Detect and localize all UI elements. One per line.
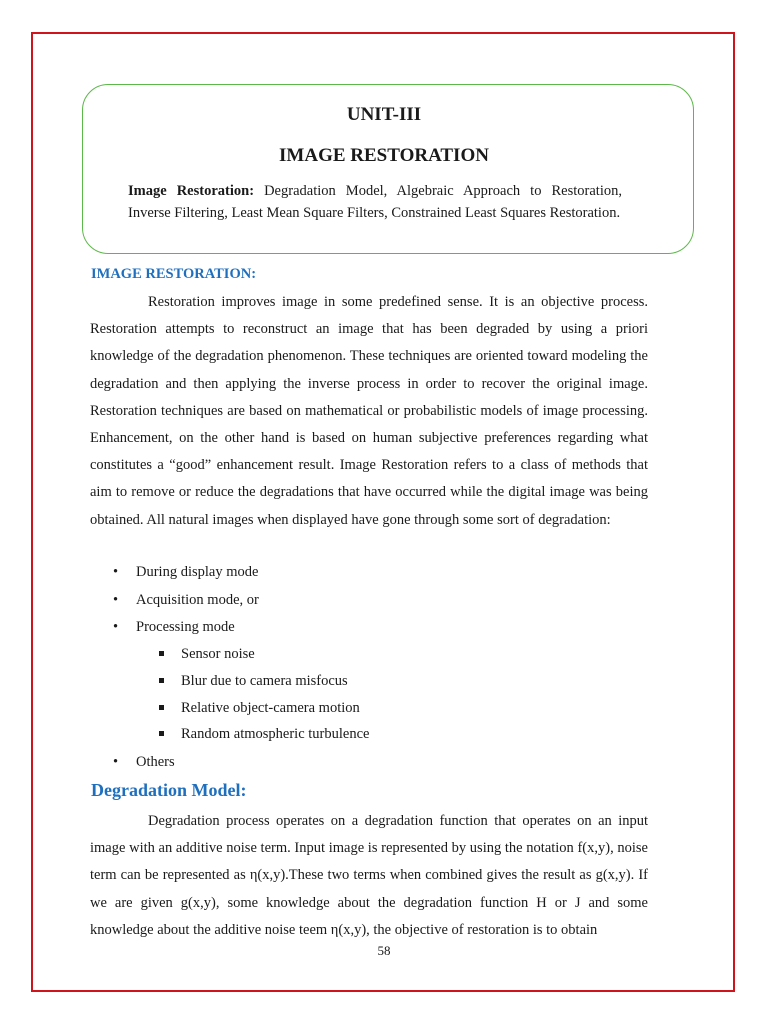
bullet-icon: •	[113, 564, 119, 580]
square-bullet-icon	[159, 678, 164, 683]
unit-syllabus	[128, 180, 622, 224]
list-item	[113, 561, 613, 589]
bullet-icon: •	[113, 754, 119, 770]
syllabus-text: Degradation Model, Algebraic Approach to Restoration, Inverse Filtering, Least Mean Square Filters, Constrained Least Squares Restoration.	[128, 183, 622, 221]
list-item	[113, 589, 613, 617]
square-bullet-icon	[159, 705, 164, 710]
section-heading-degradation-model: Degradation Model:	[91, 780, 247, 800]
degradation-sources-list	[113, 561, 613, 644]
sub-list-item	[159, 670, 619, 697]
unit-subtitle: IMAGE RESTORATION	[279, 145, 489, 166]
syllabus-label: Image Restoration:	[128, 183, 255, 199]
sub-list-item	[159, 697, 619, 724]
list-item	[113, 616, 613, 644]
page-number: 58	[377, 943, 391, 958]
degradation-model-paragraph: Degradation process operates on a degradation function that operates on an input image with an additive noise term. Input image is represented by using the notation f(x,y), noise term can be represented as η(x,y).These two terms when combined gives the result as g(x,y). If we are given g(x,y), some knowledge about the degradation function H or J and some knowledge about the additive noise teem η(x,y), the objective of restoration is to obtain	[90, 813, 648, 938]
sub-list-item-label: Blur due to camera misfocus	[181, 672, 348, 689]
bullet-icon: •	[113, 619, 119, 635]
list-item-label: During display mode	[136, 564, 259, 580]
sub-list-item-label: Relative object-camera motion	[181, 699, 360, 716]
list-item-label: Acquisition mode, or	[136, 591, 259, 608]
sub-list-item-label: Random atmospheric turbulence	[181, 726, 370, 743]
bullet-icon: •	[113, 591, 119, 608]
unit-title: UNIT-III	[346, 104, 422, 125]
intro-paragraph: Restoration improves image in some predefined sense. It is an objective process. Restoration attempts to reconstruct an image that has been degraded by using a priori knowledge of the degradation phenomenon. These techniques are oriented toward modeling the degradation and then applying the inverse process in order to recover the original image. Restoration techniques are based on mathematical or probabilistic models of image processing. Enhancement, on the other hand is based on human subjective preferences regarding what constitutes a “good” enhancement result. Image Restoration refers to a class of methods that aim to remove or reduce the degradations that have occurred while the digital image was being obtained. All natural images when displayed have gone through some sort of degradation:	[90, 294, 648, 528]
list-item-label: Processing mode	[136, 619, 235, 635]
square-bullet-icon	[159, 651, 164, 656]
sub-list-item	[159, 723, 619, 750]
processing-mode-sublist	[159, 643, 619, 750]
list-item-label: Others	[136, 754, 175, 770]
list-item	[113, 751, 175, 773]
sub-list-item-label: Sensor noise	[181, 646, 255, 662]
square-bullet-icon	[159, 731, 164, 736]
section-heading-image-restoration: IMAGE RESTORATION:	[91, 266, 257, 282]
others-list	[113, 751, 175, 773]
sub-list-item	[159, 643, 619, 670]
